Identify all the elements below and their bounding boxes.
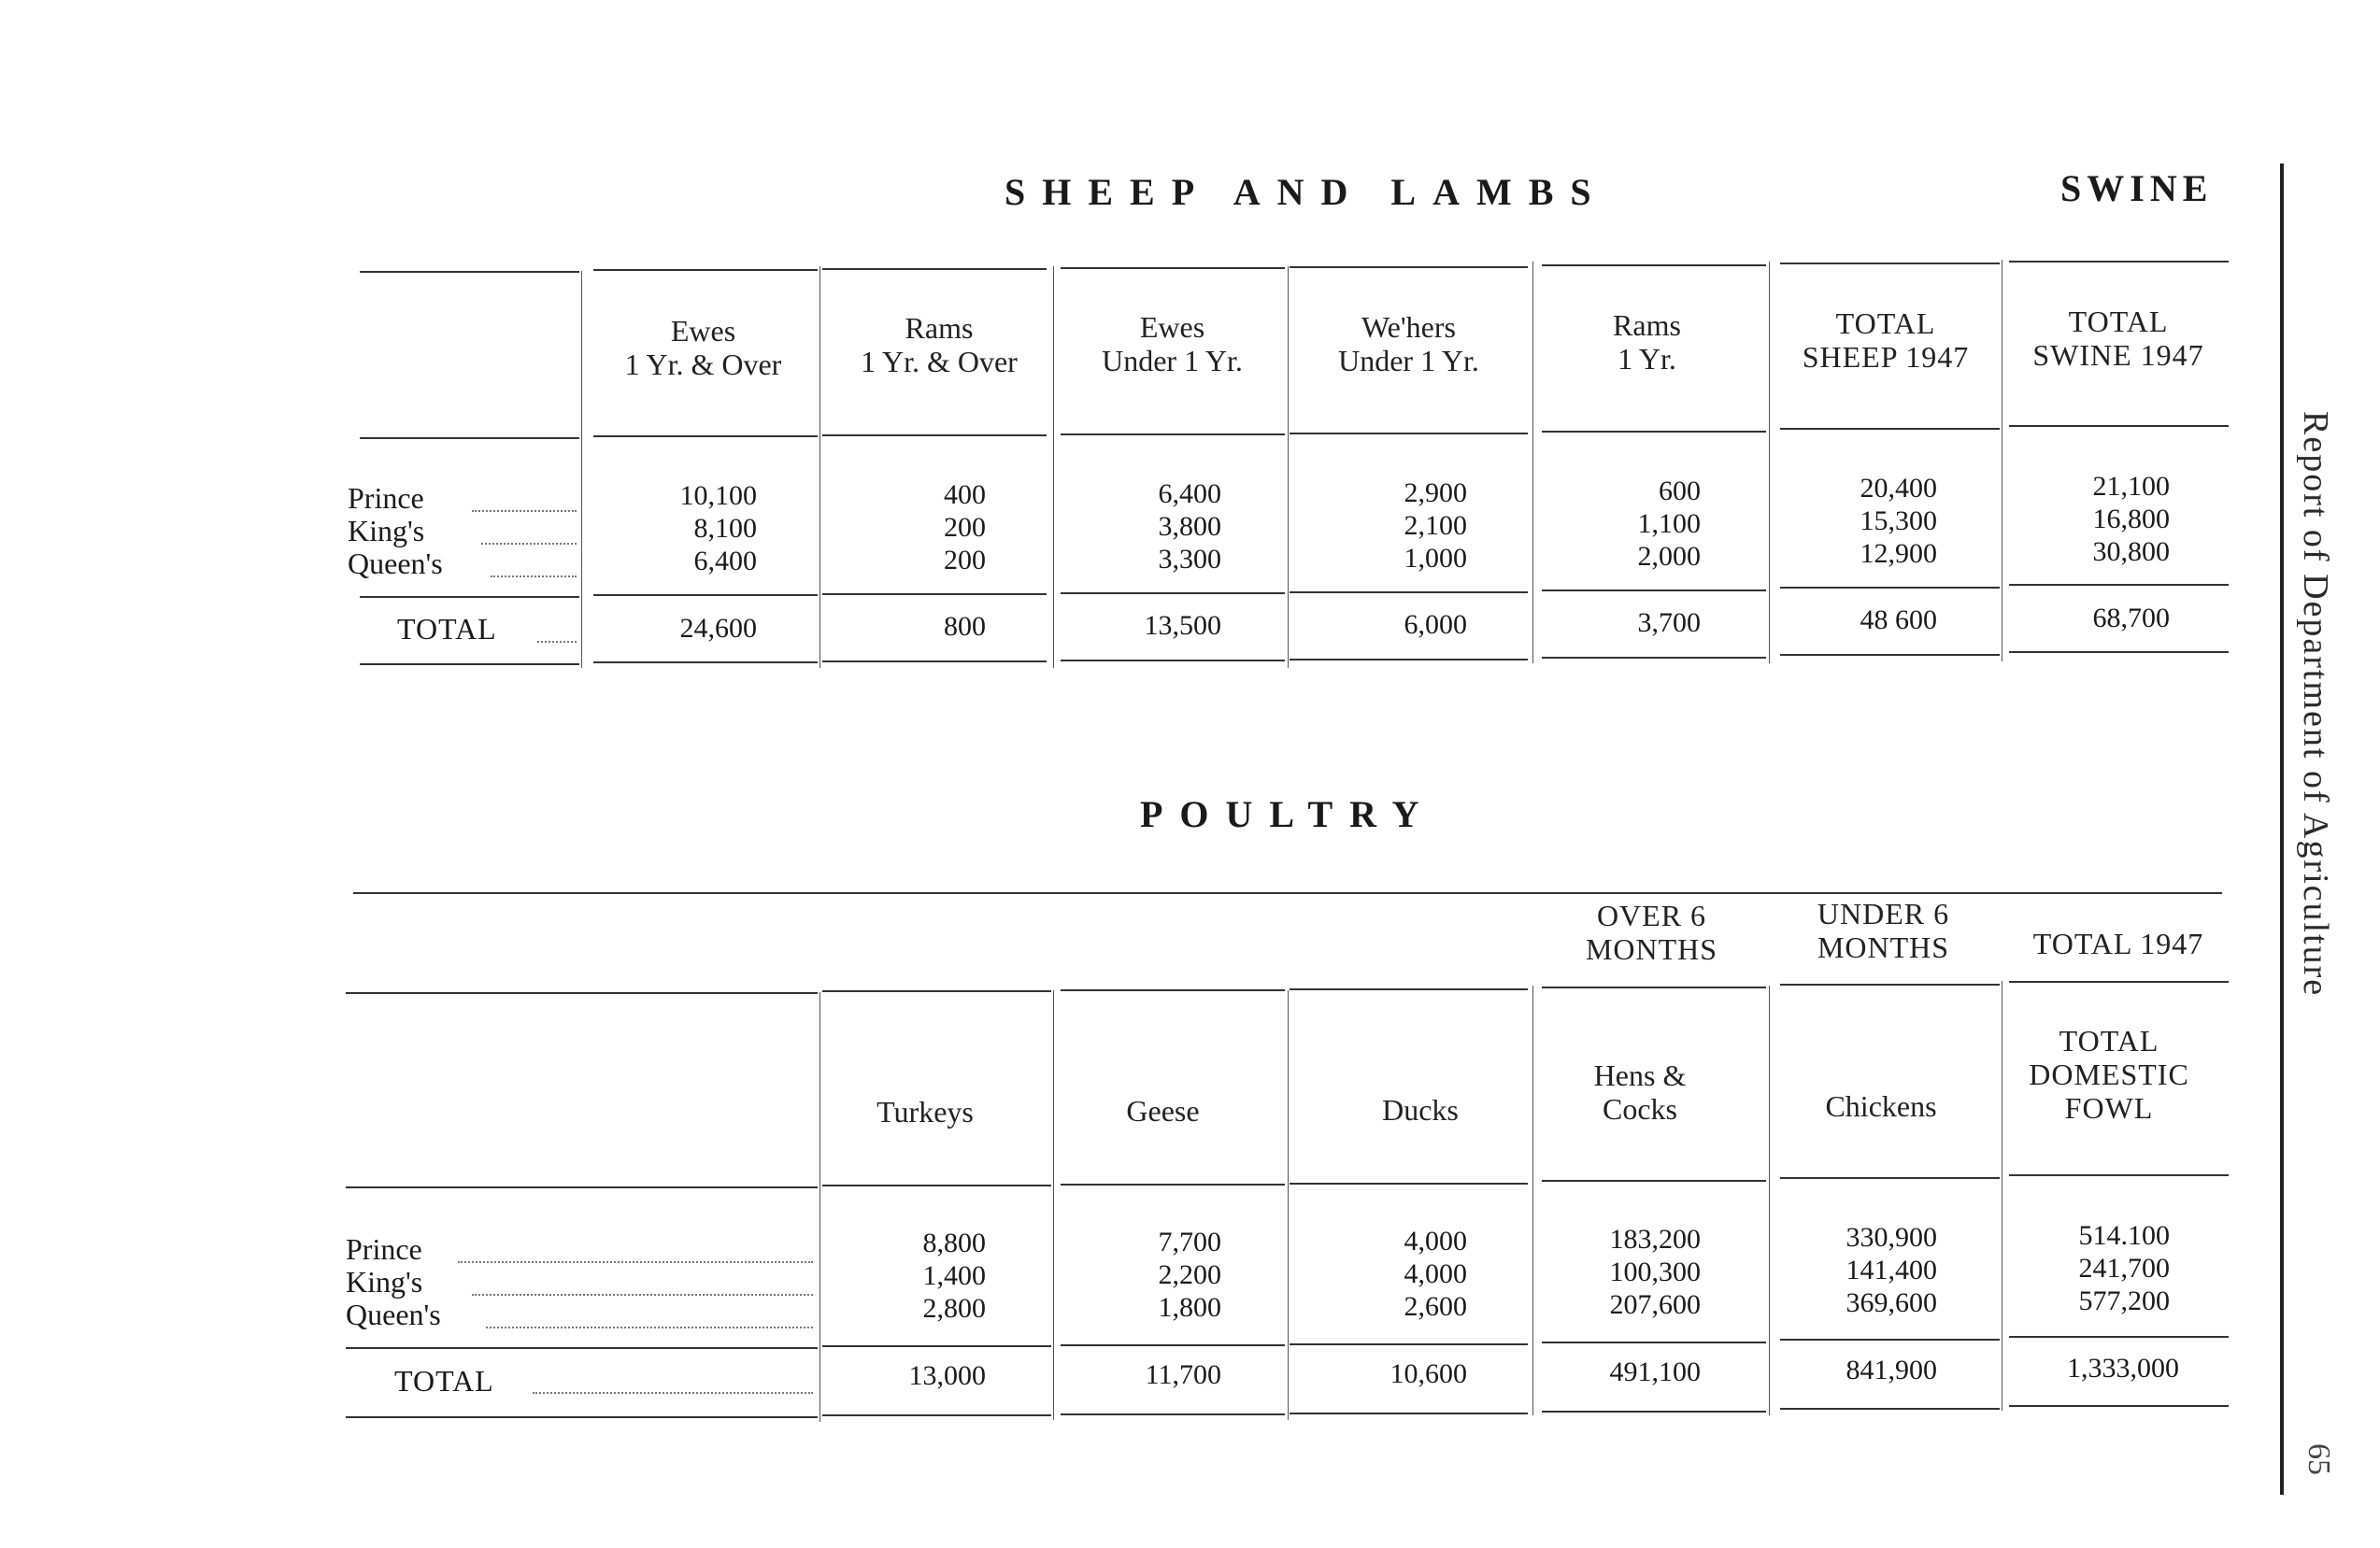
table-cell: 4,000 (1404, 1258, 1467, 1289)
poultry-header-hens-cocks: Hens & Cocks (1593, 1058, 1687, 1126)
table-cell: 48 600 (1860, 604, 1937, 635)
table-cell: 800 (944, 611, 986, 642)
table-cell: 841,900 (1846, 1355, 1937, 1385)
table-cell: 6,400 (1158, 478, 1221, 509)
poultry-header-ducks: Ducks (1382, 1093, 1459, 1127)
table-cell: 30,800 (2092, 536, 2170, 567)
poultry-header-total-domestic-fowl: TOTAL DOMESTIC FOWL (2029, 1024, 2189, 1125)
page-number: 65 (2302, 1443, 2336, 1475)
table-cell: 1,100 (1637, 508, 1701, 539)
table-cell: 200 (944, 545, 986, 575)
sheep-row-label: Prince (348, 481, 424, 515)
table-cell: 400 (944, 479, 986, 510)
table-cell: 207,600 (1609, 1289, 1701, 1320)
poultry-total-label: TOTAL (394, 1364, 494, 1398)
table-cell: 6,400 (693, 546, 757, 576)
running-head: Report of Department of Agriculture (2296, 411, 2335, 998)
table-cell: 600 (1659, 476, 1701, 506)
table-cell: 200 (944, 512, 986, 543)
poultry-header-chickens: Chickens (1825, 1089, 1937, 1123)
table-cell: 10,100 (679, 480, 757, 511)
table-cell: 2,600 (1404, 1291, 1467, 1322)
sheep-header-rams-over: Rams 1 Yr. & Over (861, 311, 1018, 378)
table-cell: 2,900 (1404, 477, 1467, 508)
sheep-header-ewes-under: Ewes Under 1 Yr. (1102, 310, 1243, 377)
table-cell: 8,800 (922, 1228, 986, 1258)
table-cell: 13,500 (1144, 610, 1221, 641)
table-cell: 2,100 (1404, 510, 1467, 541)
sheep-total-label: TOTAL (397, 612, 497, 646)
table-cell: 514.100 (2078, 1220, 2170, 1251)
swine-section-title: SWINE (2060, 167, 2214, 209)
poultry-header-geese: Geese (1126, 1094, 1200, 1128)
table-cell: 10,600 (1390, 1358, 1467, 1389)
sheep-header-total-sheep: TOTAL SHEEP 1947 (1802, 306, 1970, 374)
table-cell: 20,400 (1860, 473, 1937, 504)
table-cell: 491,100 (1609, 1356, 1701, 1387)
table-cell: 6,000 (1404, 609, 1467, 640)
table-cell: 1,000 (1404, 543, 1467, 574)
sheep-row-label: King's (348, 514, 425, 547)
poultry-header-turkeys: Turkeys (876, 1095, 974, 1129)
table-cell: 2,000 (1637, 541, 1701, 572)
table-cell: 577,200 (2078, 1285, 2170, 1316)
table-cell: 241,700 (2078, 1253, 2170, 1284)
table-cell: 1,333,000 (2067, 1353, 2179, 1384)
table-cell: 3,700 (1637, 607, 1701, 638)
poultry-group-total-1947: TOTAL 1947 (2032, 927, 2204, 960)
table-cell: 2,200 (1158, 1259, 1221, 1290)
sheep-header-total-swine: TOTAL SWINE 1947 (2032, 305, 2204, 372)
sheep-section-title: SHEEP AND LAMBS (1005, 171, 1608, 213)
sheep-header-rams-1yr: Rams 1 Yr. (1613, 308, 1681, 376)
poultry-group-under-6-months: UNDER 6 MONTHS (1817, 897, 1950, 964)
poultry-section-title: POULTRY (1140, 793, 1436, 835)
sheep-header-wethers-under: We'hers Under 1 Yr. (1338, 310, 1479, 377)
table-cell: 4,000 (1404, 1226, 1467, 1257)
poultry-row-label: Queen's (346, 1298, 441, 1331)
table-cell: 11,700 (1145, 1359, 1221, 1390)
table-cell: 183,200 (1609, 1224, 1701, 1255)
sheep-row-label: Queen's (348, 547, 443, 580)
table-cell: 141,400 (1846, 1255, 1937, 1285)
table-cell: 100,300 (1609, 1257, 1701, 1287)
table-cell: 330,900 (1846, 1222, 1937, 1253)
table-cell: 1,400 (922, 1260, 986, 1291)
table-cell: 15,300 (1860, 505, 1937, 536)
table-cell: 16,800 (2092, 504, 2170, 534)
table-cell: 3,300 (1158, 544, 1221, 575)
table-cell: 21,100 (2092, 471, 2170, 502)
table-cell: 1,800 (1158, 1292, 1221, 1323)
table-cell: 8,100 (693, 513, 757, 544)
table-cell: 24,600 (679, 613, 757, 644)
table-cell: 369,600 (1846, 1287, 1937, 1318)
poultry-row-label: Prince (346, 1232, 422, 1266)
poultry-group-over-6-months: OVER 6 MONTHS (1585, 899, 1718, 966)
table-cell: 68,700 (2092, 603, 2170, 633)
table-cell: 7,700 (1158, 1227, 1221, 1257)
margin-rule (2280, 163, 2284, 1495)
table-cell: 3,800 (1158, 511, 1221, 542)
table-cell: 13,000 (908, 1360, 986, 1391)
table-cell: 12,900 (1860, 538, 1937, 569)
poultry-row-label: King's (346, 1265, 423, 1299)
table-cell: 2,800 (922, 1293, 986, 1324)
sheep-header-ewes-over: Ewes 1 Yr. & Over (624, 314, 782, 381)
